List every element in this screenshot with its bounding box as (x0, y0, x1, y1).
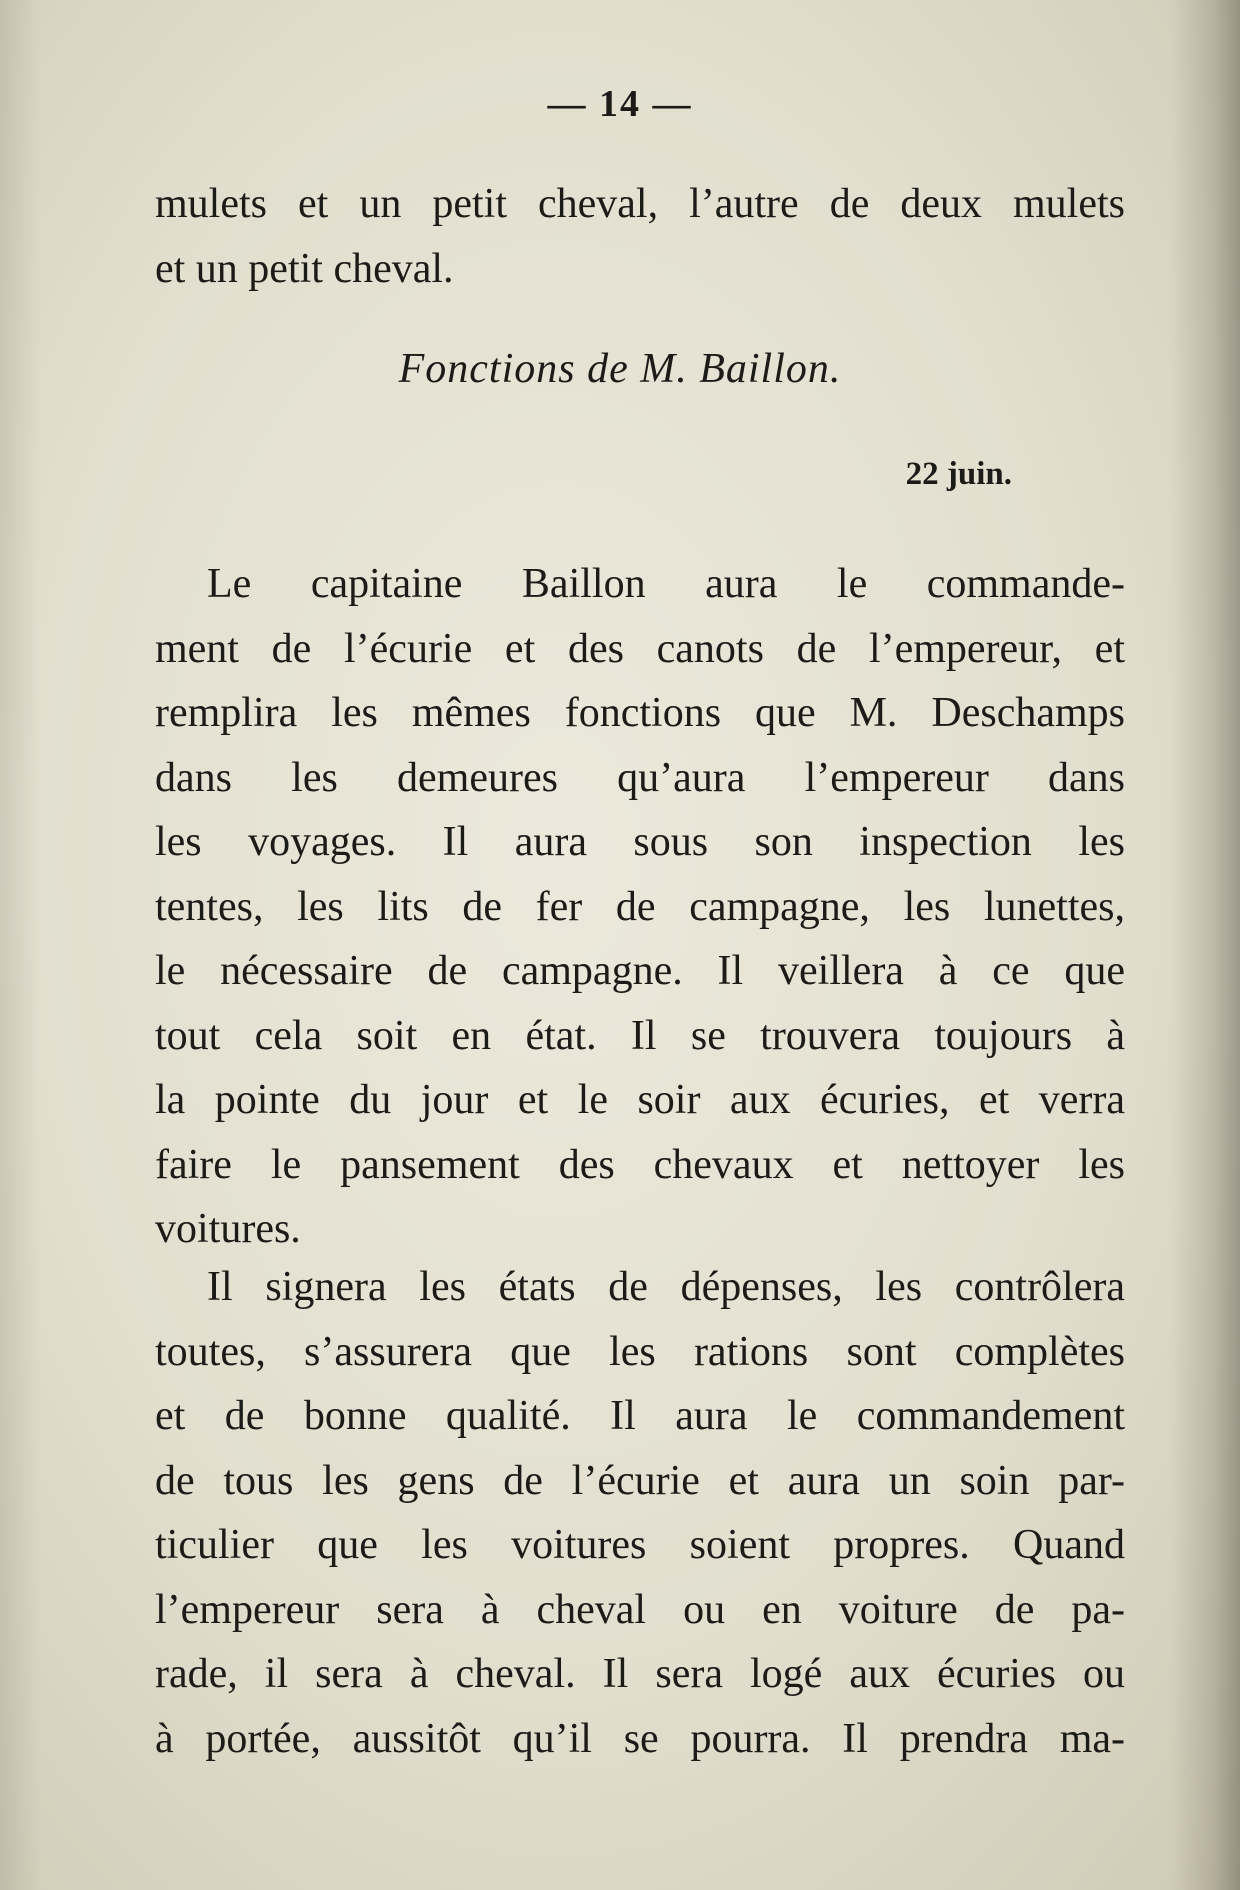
text-line: ticulier que les voitures soient propres. Quand (155, 1522, 1125, 1568)
text-line: de tous les gens de l’écurie et aura un soin par- (155, 1457, 1125, 1504)
text-line: à portée, aussitôt qu’il se pourra. Il prendra ma- (155, 1715, 1125, 1762)
text-line: remplira les mêmes fonctions que M. Deschamps (155, 690, 1125, 736)
text-line: Le capitaine Baillon aura le commande- (207, 561, 1125, 607)
text-line: et un petit cheval. (155, 245, 454, 292)
text-line: et de bonne qualité. Il aura le commandement (155, 1393, 1125, 1439)
paragraph-2 (155, 1255, 1125, 1771)
text-line: dans les demeures qu’aura l’empereur dans (155, 754, 1125, 801)
text-line: le nécessaire de campagne. Il veillera à ce que (155, 948, 1125, 994)
text-line: toutes, s’assurera que les rations sont complètes (155, 1328, 1125, 1375)
page-edge-shadow (0, 0, 40, 1890)
text-line: rade, il sera à cheval. Il sera logé aux écuries ou (155, 1651, 1125, 1697)
dateline: 22 juin. (905, 456, 1012, 492)
text-line: l’empereur sera à cheval ou en voiture de pa- (155, 1586, 1125, 1633)
intro-text (155, 172, 1125, 301)
text-line: tout cela soit en état. Il se trouvera toujours à (155, 1012, 1125, 1059)
section-heading: Fonctions de M. Baillon. (398, 346, 842, 392)
page-number: — 14 — (547, 83, 693, 125)
text-line: ment de l’écurie et des canots de l’empereur, et (155, 625, 1125, 672)
text-line: la pointe du jour et le soir aux écuries, et verra (155, 1077, 1125, 1123)
spine-shadow (1170, 0, 1240, 1890)
text-line: tentes, les lits de fer de campagne, les lunettes, (155, 883, 1125, 930)
text-line: voitures. (155, 1206, 301, 1252)
text-line: mulets et un petit cheval, l’autre de deux mulets (155, 181, 1125, 227)
text-line: Il signera les états de dépenses, les contrôlera (207, 1264, 1125, 1310)
text-line: faire le pansement des chevaux et nettoyer les (155, 1141, 1125, 1188)
text-line: les voyages. Il aura sous son inspection les (155, 819, 1125, 865)
paragraph-1 (155, 552, 1125, 1262)
